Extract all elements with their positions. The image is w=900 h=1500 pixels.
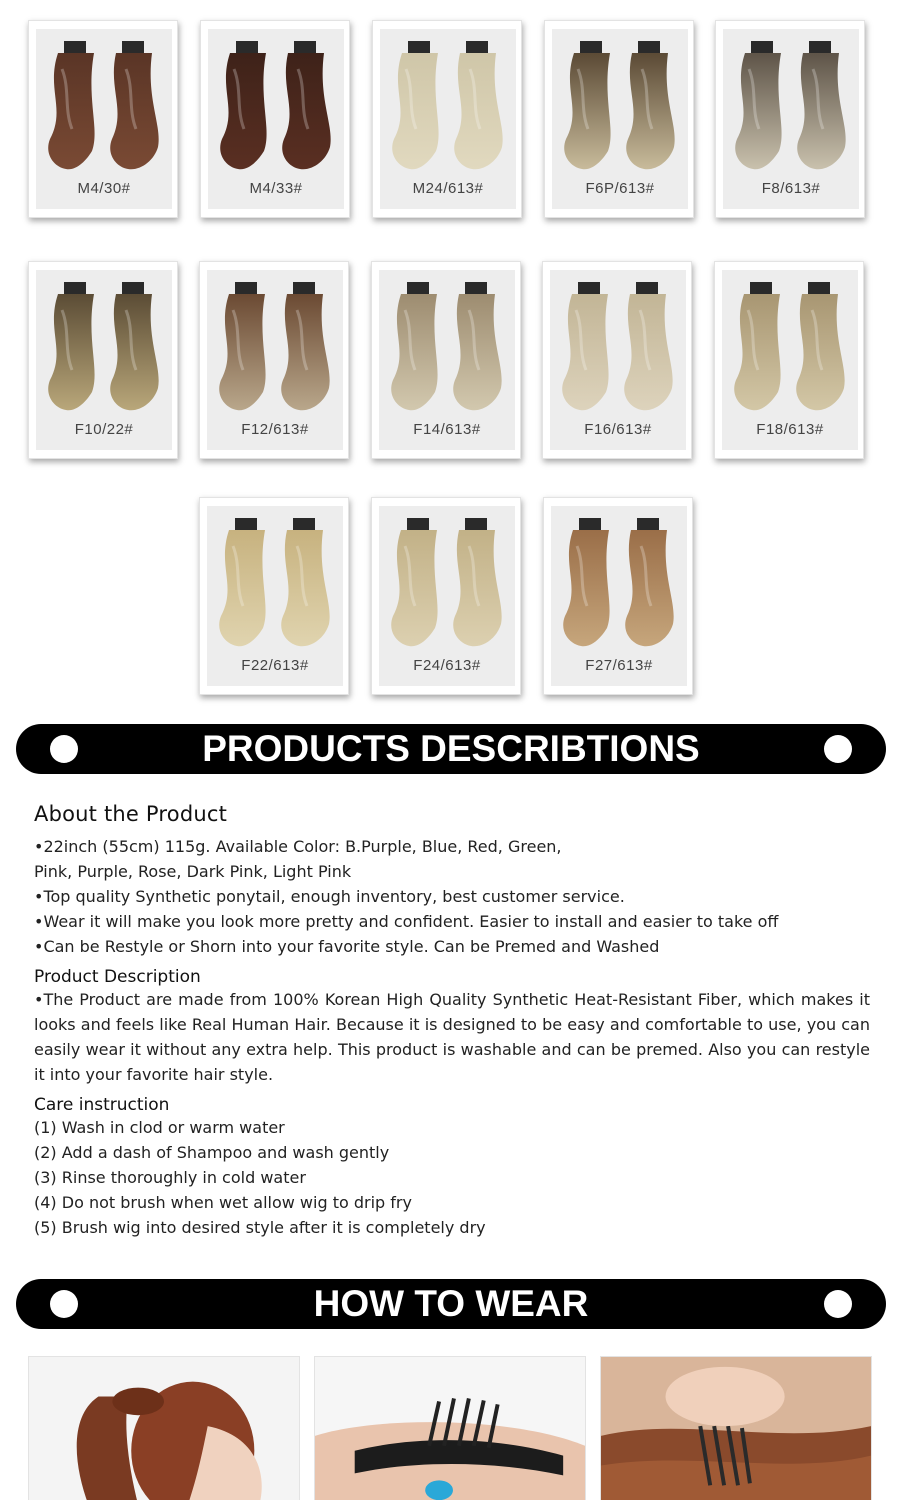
how-to-wear-banner [16, 1279, 886, 1329]
swatch-image-frame [551, 506, 687, 686]
care-heading: Care instruction [34, 1095, 170, 1115]
swatch-card[interactable] [371, 261, 521, 459]
swatch-image-frame [36, 270, 172, 450]
swatch-card[interactable] [28, 261, 178, 459]
care-item: (1) Wash in clod or warm water [34, 1118, 285, 1137]
ponytail-swatch-illustration [551, 506, 687, 656]
swatch-code-label: F18/613# [756, 421, 824, 438]
swatch-code-label: M24/613# [412, 180, 484, 197]
banner-title: PRODUCTS DESCRIBTIONS [202, 728, 700, 769]
swatch-card[interactable] [372, 20, 522, 218]
about-line: •22inch (55cm) 115g. Available Color: B.Purple, Blue, Red, Green, [34, 837, 562, 856]
product-description-heading: Product Description [34, 967, 201, 987]
ponytail-model-illustration [29, 1357, 299, 1500]
about-line: Pink, Purple, Rose, Dark Pink, Light Pink [34, 862, 352, 881]
swatch-code-label: F22/613# [241, 657, 309, 674]
about-line: •Top quality Synthetic ponytail, enough inventory, best customer service. [34, 887, 625, 906]
attach-ponytail-illustration [601, 1357, 871, 1500]
banner-title: HOW TO WEAR [313, 1283, 589, 1324]
ponytail-swatch-illustration [550, 270, 686, 420]
ponytail-swatch-illustration [36, 270, 172, 420]
swatch-image-frame [207, 506, 343, 686]
how-to-wear-photo-attach [600, 1356, 872, 1500]
care-item: (4) Do not brush when wet allow wig to drip fry [34, 1193, 412, 1212]
swatch-code-label: F27/613# [585, 657, 653, 674]
swatch-image-frame [207, 270, 343, 450]
product-description-text: •The Product are made from 100% Korean High Quality Synthetic Heat-Resistant Fiber, which makes it looks and feels like Real Human Hair. Because it is designed to be easy and comfortable to use, you can easily wear it without any extra help. This product is washable and can be premed. Also you can restyle it into your favorite hair style. [34, 990, 870, 1084]
swatch-code-label: F8/613# [761, 180, 821, 197]
swatch-code-label: M4/33# [249, 180, 303, 197]
ponytail-swatch-illustration [380, 29, 516, 179]
about-heading: About the Product [34, 802, 228, 826]
banner-right-dot [824, 1290, 852, 1318]
swatch-card[interactable] [200, 20, 350, 218]
swatch-code-label: F16/613# [584, 421, 652, 438]
swatch-image-frame [552, 29, 688, 209]
ponytail-swatch-illustration [723, 29, 859, 179]
about-line: •Wear it will make you look more pretty and confident. Easier to install and easier to take off [34, 912, 779, 931]
swatch-card[interactable] [199, 261, 349, 459]
ponytail-swatch-illustration [36, 29, 172, 179]
ponytail-swatch-illustration [208, 29, 344, 179]
swatch-code-label: F6P/613# [585, 180, 655, 197]
swatch-card[interactable] [371, 497, 521, 695]
swatch-code-label: F10/22# [74, 421, 134, 438]
swatch-card[interactable] [544, 20, 694, 218]
swatch-image-frame [379, 506, 515, 686]
swatch-code-label: F12/613# [241, 421, 309, 438]
ponytail-swatch-illustration [722, 270, 858, 420]
ponytail-swatch-illustration [207, 506, 343, 656]
swatch-image-frame [379, 270, 515, 450]
swatch-image-frame [550, 270, 686, 450]
care-item: (3) Rinse thoroughly in cold water [34, 1168, 306, 1187]
how-to-wear-photo-ponytail [28, 1356, 300, 1500]
swatch-card[interactable] [714, 261, 864, 459]
swatch-code-label: M4/30# [77, 180, 131, 197]
ponytail-swatch-illustration [552, 29, 688, 179]
about-section [34, 802, 874, 1240]
swatch-card[interactable] [542, 261, 692, 459]
banner-right-dot [824, 735, 852, 763]
comb-clip-illustration [315, 1357, 585, 1500]
swatch-card[interactable] [715, 20, 865, 218]
care-item: (5) Brush wig into desired style after it is completely dry [34, 1218, 486, 1237]
products-descriptions-banner [16, 724, 886, 774]
ponytail-swatch-illustration [379, 506, 515, 656]
swatch-card[interactable] [543, 497, 693, 695]
swatch-card[interactable] [28, 20, 178, 218]
care-item: (2) Add a dash of Shampoo and wash gently [34, 1143, 390, 1162]
swatch-image-frame [722, 270, 858, 450]
about-line: •Can be Restyle or Shorn into your favorite style. Can be Premed and Washed [34, 937, 660, 956]
ponytail-swatch-illustration [379, 270, 515, 420]
swatch-image-frame [380, 29, 516, 209]
swatch-code-label: F24/613# [413, 657, 481, 674]
swatch-code-label: F14/613# [413, 421, 481, 438]
swatch-image-frame [36, 29, 172, 209]
swatch-image-frame [208, 29, 344, 209]
swatch-image-frame [723, 29, 859, 209]
swatch-card[interactable] [199, 497, 349, 695]
ponytail-swatch-illustration [207, 270, 343, 420]
how-to-wear-photo-comb [314, 1356, 586, 1500]
